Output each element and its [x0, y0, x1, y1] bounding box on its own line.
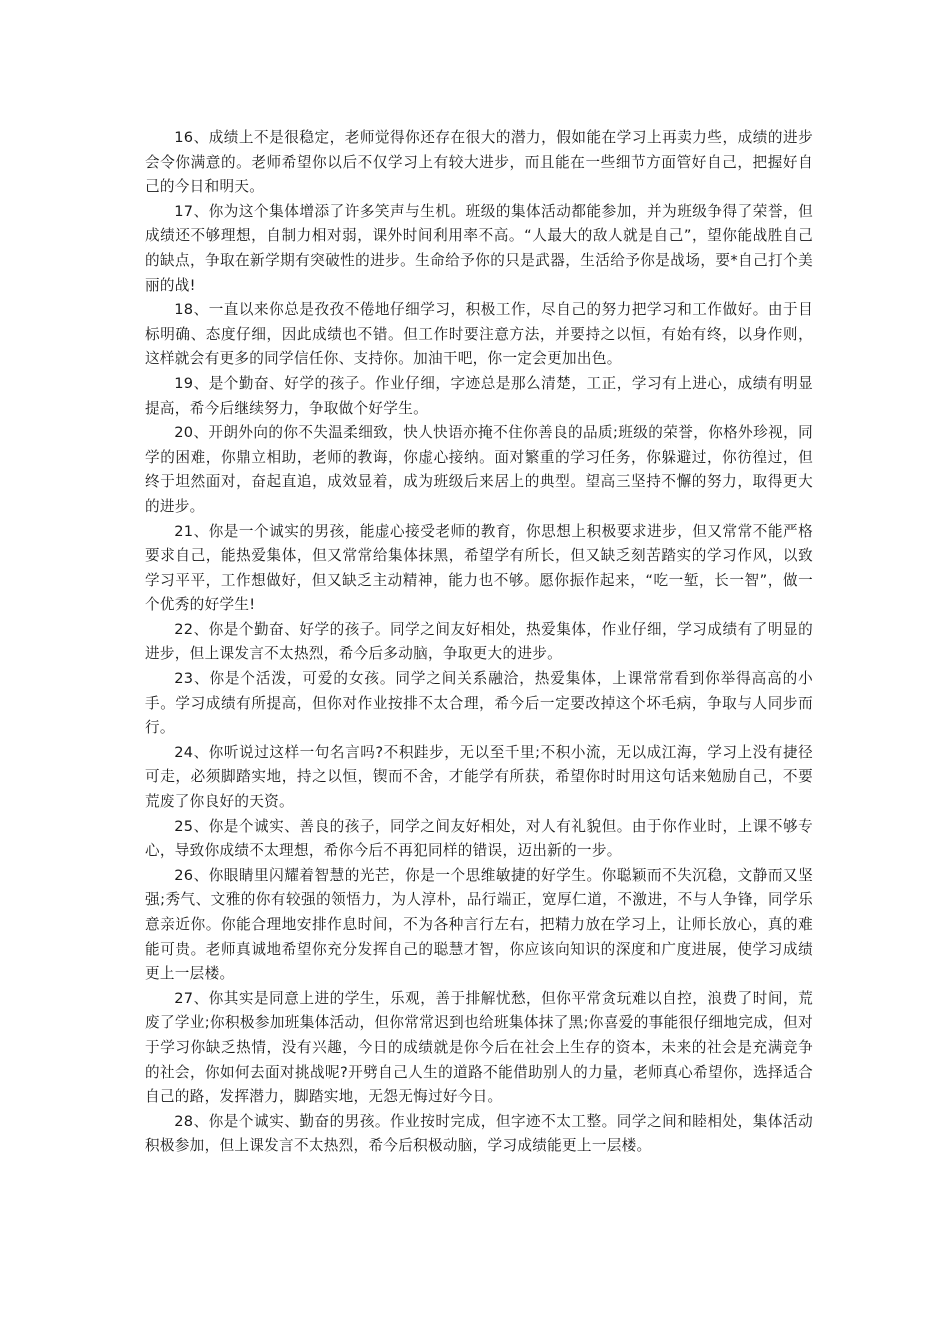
paragraph-18: 18、一直以来你总是孜孜不倦地仔细学习，积极工作，尽自己的努力把学习和工作做好。由于目标明确、态度仔细，因此成绩也不错。但工作时要注意方法，并要持之以恒，有始有终，以身作则，这样就会有更多的同学信任你、支持你。加油干吧，你一定会更加出色。	[145, 301, 813, 368]
paragraph-24: 24、你听说过这样一句名言吗?不积跬步，无以至千里;不积小流，无以成江海，学习上没有捷径可走，必须脚踏实地，持之以恒，锲而不舍，才能学有所获，希望你时时用这句话来勉励自己，不要荒废了你良好的天资。	[145, 743, 813, 811]
paragraph-26: 26、你眼睛里闪耀着智慧的光芒，你是一个思维敏捷的好学生。你聪颖而不失沉稳，文静而又坚强;秀气、文雅的你有较强的领悟力，为人淳朴，品行端正，宽厚仁道，不激进，不与人争锋，同学乐意亲近你。你能合理地安排作息时间，不为各种言行左右，把精力放在学习上，让师长放心，真的难能可贵。老师真诚地希望你充分发挥自己的聪慧才智，你应该向知识的深度和广度进展，使学习成绩更上一层楼。	[145, 866, 813, 983]
paragraph-19: 19、是个勤奋、好学的孩子。作业仔细，字迹总是那么清楚，工正，学习有上进心，成绩有明显提高，希今后继续努力，争取做个好学生。	[145, 374, 813, 417]
paragraph-28: 28、你是个诚实、勤奋的男孩。作业按时完成，但字迹不太工整。同学之间和睦相处，集体活动积极参加，但上课发言不太热烈，希今后积极动脑，学习成绩能更上一层楼。	[145, 1112, 813, 1155]
paragraph-16: 16、成绩上不是很稳定，老师觉得你还存在很大的潜力，假如能在学习上再卖力些，成绩的进步会令你满意的。老师希望你以后不仅学习上有较大进步，而且能在一些细节方面管好自己，把握好自己的今日和明天。	[145, 129, 813, 196]
paragraph-27: 27、你其实是同意上进的学生，乐观，善于排解忧愁，但你平常贪玩难以自控，浪费了时间，荒废了学业;你积极参加班集体活动，但你常常迟到也给班集体抹了黑;你喜爱的事能很仔细地完成，但对于学习你缺乏热情，没有兴趣，今日的成绩就是你今后在社会上生存的资本，未来的社会是充满竞争的社会，你如何去面对挑战呢?开劈自己人生的道路不能借助别人的力量，老师真心希望你，选择适合自己的路，发挥潜力，脚踏实地，无怨无悔过好今日。	[145, 989, 813, 1106]
paragraph-23: 23、你是个活泼，可爱的女孩。同学之间关系融洽，热爱集体，上课常常看到你举得高高的小手。学习成绩有所提高，但你对作业按排不太合理，希今后一定要改掉这个坏毛病，争取与人同步而行。	[145, 670, 813, 737]
paragraph-21: 21、你是一个诚实的男孩，能虚心接受老师的教育，你思想上积极要求进步，但又常常不能严格要求自己，能热爱集体，但又常常给集体抹黑，希望学有所长，但又缺乏刻苦踏实的学习作风，以致学习平平，工作想做好，但又缺乏主动精神，能力也不够。愿你振作起来，“吃一堑，长一智”，做一个优秀的好学生!	[145, 522, 813, 614]
paragraph-20: 20、开朗外向的你不失温柔细致，快人快语亦掩不住你善良的品质;班级的荣誉，你格外珍视，同学的困难，你鼎立相助，老师的教诲，你虚心接纳。面对繁重的学习任务，你躲避过，你彷徨过，但终于坦然面对，奋起直追，成效显着，成为班级后来居上的典型。望高三坚持不懈的努力，取得更大的进步。	[145, 424, 813, 515]
paragraph-25: 25、你是个诚实、善良的孩子，同学之间友好相处，对人有礼貌但。由于你作业时，上课不够专心，导致你成绩不太理想，希你今后不再犯同样的错误，迈出新的一步。	[145, 817, 813, 860]
paragraph-17: 17、你为这个集体增添了许多笑声与生机。班级的集体活动都能参加，并为班级争得了荣誉，但成绩还不够理想，自制力相对弱，课外时间利用率不高。“人最大的敌人就是自己”，望你能战胜自己的缺点，争取在新学期有突破性的进步。生命给予你的只是武器，生活给予你是战场，要*自己打个美丽的战!	[145, 202, 813, 294]
document-body	[145, 126, 813, 1159]
paragraph-22: 22、你是个勤奋、好学的孩子。同学之间友好相处，热爱集体，作业仔细，学习成绩有了明显的进步，但上课发言不太热烈，希今后多动脑，争取更大的进步。	[145, 620, 813, 663]
